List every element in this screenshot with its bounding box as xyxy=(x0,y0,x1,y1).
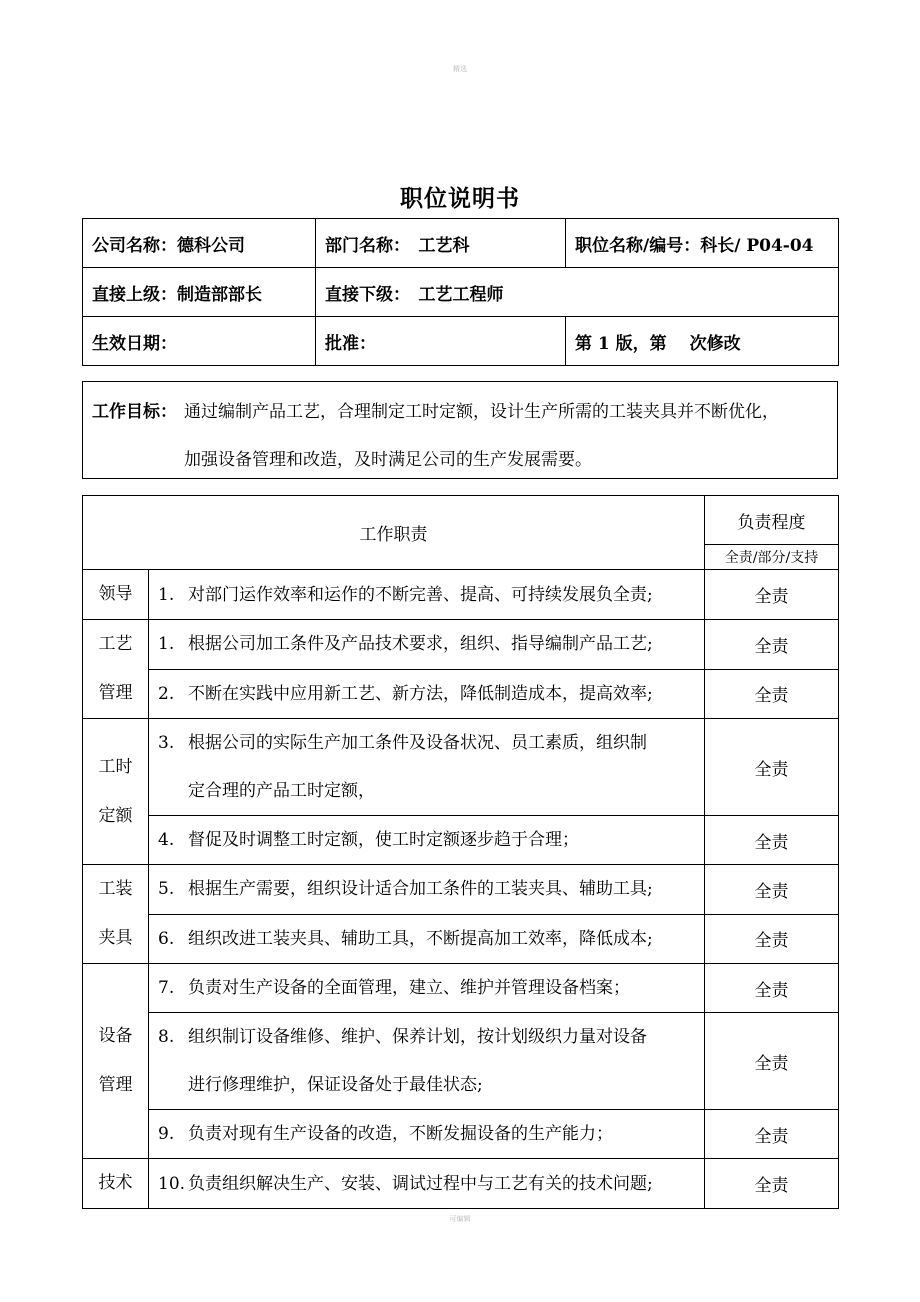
table-row xyxy=(83,865,839,915)
duty-item xyxy=(149,816,705,865)
header-watermark: 精选 xyxy=(453,65,467,73)
company-name: 公司名称：德科公司 xyxy=(83,219,316,268)
responsibility-level: 全责 xyxy=(705,570,839,620)
duty-number: 2. xyxy=(158,683,175,704)
duty-item xyxy=(149,964,705,1013)
responsibility-scale: 全责/部分/支持 xyxy=(705,545,839,570)
footer-watermark: 可编辑 xyxy=(449,1215,471,1223)
responsibility-level: 全责 xyxy=(705,1013,839,1110)
department-name: 部门名称： 工艺科 xyxy=(316,219,566,268)
duty-text: 组织制订设备维修、维护、保养计划，按计划级织力量对设备 xyxy=(188,1027,647,1047)
duty-number: 1. xyxy=(158,634,175,655)
duty-text-continued: 进行修理维护，保证设备处于最佳状态; xyxy=(188,1075,483,1095)
duty-number: 3. xyxy=(158,733,175,753)
duty-item xyxy=(149,1013,705,1110)
duty-number: 7. xyxy=(158,978,175,998)
category-equipment-line-2: 管理 xyxy=(98,1075,133,1095)
position-code: 职位名称/编号：科长/ P04-04 xyxy=(566,219,839,268)
duty-item xyxy=(149,570,705,620)
responsibility-level: 全责 xyxy=(705,719,839,816)
table-row xyxy=(83,914,839,964)
duty-item xyxy=(149,1159,705,1209)
duty-number: 6. xyxy=(158,928,175,949)
table-row xyxy=(83,719,839,816)
category-equipment xyxy=(83,964,149,1159)
category-tech: 技术 xyxy=(83,1159,149,1209)
table-row xyxy=(83,1013,839,1110)
category-time-line-1: 工时 xyxy=(98,756,133,777)
category-time-line-2: 定额 xyxy=(98,805,133,826)
responsibility-level: 全责 xyxy=(705,964,839,1013)
work-goal-box xyxy=(82,381,838,479)
table-row xyxy=(83,1110,839,1159)
duty-text: 负责对生产设备的全面管理，建立、维护并管理设备档案； xyxy=(188,978,630,998)
work-goal-line-2: 加强设备管理和改造，及时满足公司的生产发展需要。 xyxy=(184,450,592,470)
info-table xyxy=(82,218,839,366)
responsibility-level: 全责 xyxy=(705,669,839,719)
document-title: 职位说明书 xyxy=(400,185,520,212)
duty-item xyxy=(149,620,705,670)
duties-table xyxy=(82,495,839,1209)
duty-text: 负责组织解决生产、安装、调试过程中与工艺有关的技术问题; xyxy=(188,1173,653,1194)
category-process-line-2: 管理 xyxy=(98,683,133,703)
responsibility-level: 全责 xyxy=(705,620,839,670)
category-time-quota xyxy=(83,719,149,865)
responsibility-level: 全责 xyxy=(705,1159,839,1209)
duty-text: 根据公司的实际生产加工条件及设备状况、员工素质，组织制 xyxy=(188,733,647,753)
table-row xyxy=(83,620,839,670)
duty-item xyxy=(149,719,705,816)
duty-number: 4. xyxy=(158,830,175,850)
work-goal-line-1: 通过编制产品工艺，合理制定工时定额，设计生产所需的工装夹具并不断优化， xyxy=(184,402,779,422)
responsibility-level: 全责 xyxy=(705,865,839,915)
duty-column-header: 工作职责 xyxy=(83,496,705,570)
duty-text: 不断在实践中应用新工艺、新方法，降低制造成本，提高效率; xyxy=(188,683,653,704)
duty-text: 根据生产需要，组织设计适合加工条件的工装夹具、辅助工具; xyxy=(188,879,653,900)
duty-text-continued: 定合理的产品工时定额， xyxy=(188,781,375,801)
duty-number: 9. xyxy=(158,1124,175,1144)
responsibility-column-header: 负责程度 xyxy=(705,496,839,545)
duty-text: 根据公司加工条件及产品技术要求，组织、指导编制产品工艺; xyxy=(188,634,653,655)
version-info: 第 1 版，第 次修改 xyxy=(566,317,839,366)
table-row xyxy=(83,570,839,620)
duty-number: 1. xyxy=(158,584,175,605)
responsibility-level: 全责 xyxy=(705,914,839,964)
approval: 批准： xyxy=(316,317,566,366)
category-tooling-line-1: 工装 xyxy=(98,879,133,899)
duty-text: 负责对现有生产设备的改造，不断发掘设备的生产能力； xyxy=(188,1124,613,1144)
duty-text: 对部门运作效率和运作的不断完善、提高、可持续发展负全责; xyxy=(188,584,653,605)
responsibility-level: 全责 xyxy=(705,1110,839,1159)
category-lead: 领导 xyxy=(83,570,149,620)
effective-date: 生效日期： xyxy=(83,317,316,366)
category-tooling xyxy=(83,865,149,964)
duty-number: 5. xyxy=(158,879,175,900)
duty-text: 组织改进工装夹具、辅助工具，不断提高加工效率，降低成本; xyxy=(188,928,653,949)
duty-text: 督促及时调整工时定额，使工时定额逐步趋于合理； xyxy=(188,830,579,850)
table-row xyxy=(83,964,839,1013)
table-row xyxy=(83,816,839,865)
table-row xyxy=(83,1159,839,1209)
responsibility-level: 全责 xyxy=(705,816,839,865)
direct-subordinate: 直接下级： 工艺工程师 xyxy=(316,268,839,317)
duty-number: 8. xyxy=(158,1027,175,1047)
duty-number: 10. xyxy=(158,1173,186,1194)
duty-item xyxy=(149,865,705,915)
duty-item xyxy=(149,914,705,964)
duty-item xyxy=(149,1110,705,1159)
work-goal-label: 工作目标： xyxy=(92,402,177,422)
direct-superior: 直接上级：制造部部长 xyxy=(83,268,316,317)
category-equipment-line-1: 设备 xyxy=(98,1026,133,1046)
category-process-line-1: 工艺 xyxy=(98,634,133,654)
duty-item xyxy=(149,669,705,719)
category-tooling-line-2: 夹具 xyxy=(98,928,133,948)
category-process xyxy=(83,620,149,719)
table-row xyxy=(83,669,839,719)
